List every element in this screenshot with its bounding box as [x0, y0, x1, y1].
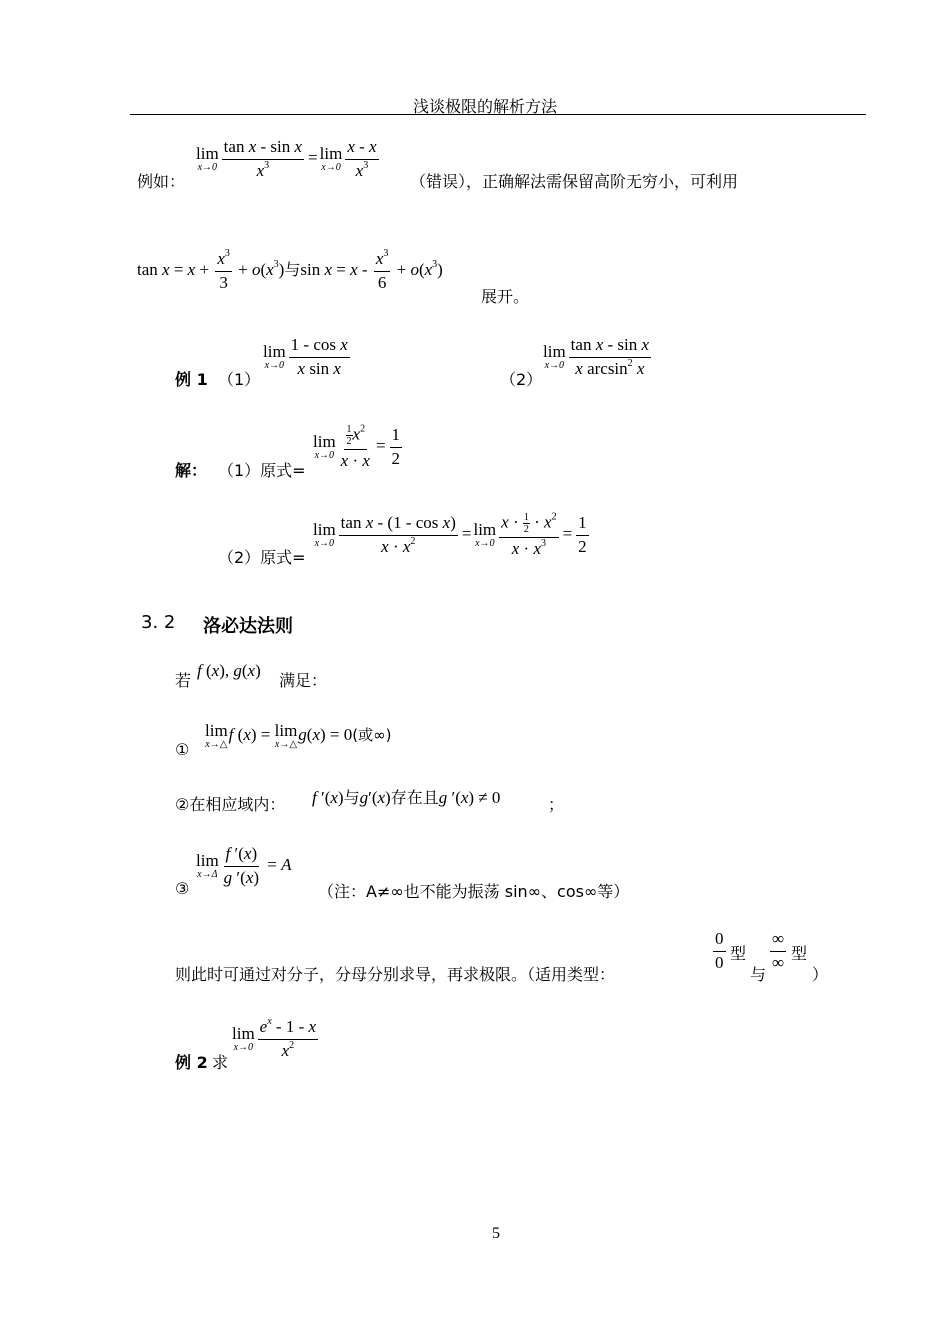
- header-divider: [130, 114, 866, 115]
- type-word-zero: 型: [730, 944, 747, 963]
- condition2-after: 存在且: [390, 788, 439, 807]
- example2-verb: 求: [212, 1053, 229, 1072]
- condition1-marker: ①: [175, 740, 190, 759]
- formula-rule-functions: f (x), g(x): [197, 661, 261, 680]
- type-close: ）: [812, 965, 829, 984]
- page-number: 5: [492, 1225, 500, 1242]
- formula-wrong-example: lim x→0 $\frac{\text{tan x - sin x}}{x^3}$ = lim x→0 $\frac{x - x}{x^3}$: [196, 137, 377, 180]
- formula-indeterminate-zero: $\frac{0}{0}$: [715, 929, 724, 972]
- section-title: 洛必达法则: [203, 616, 293, 637]
- formula-condition1: lim x→△ f (x) = lim x→△ g(x) = 0(或∞): [205, 721, 392, 750]
- solution-part1-prefix: （1）原式=: [218, 461, 306, 480]
- example2-label: 例 2: [175, 1053, 208, 1072]
- condition2-mid: 与: [343, 788, 360, 807]
- rule-intro-prefix: 若: [175, 671, 192, 690]
- condition1-tail: (或∞): [352, 725, 392, 744]
- formula-condition3: lim x→Δ $\frac{f '(x)}{g '(x)}$ = A: [196, 844, 292, 887]
- condition3-marker: ③: [175, 879, 190, 898]
- formula-condition2: f ′(x)与g′(x)存在且g ′(x) ≠ 0: [312, 788, 501, 807]
- type-and: 与: [750, 965, 767, 984]
- formula-example1-part2: lim x→0 $\frac{\text{tan x - sin x}}{x \arcsin^2 x}$: [543, 335, 650, 378]
- example1-part2-marker: （2）: [500, 370, 543, 389]
- example1-part1-marker: （1）: [218, 370, 261, 389]
- expansion-tail: 展开。: [481, 287, 530, 306]
- formula-example1-part1: lim x→0 $\frac{\text{1 - cos x}}{\text{x sin x}}$: [263, 335, 348, 378]
- page-header-title: 浅谈极限的解析方法: [413, 97, 558, 116]
- solution-part2-prefix: （2）原式=: [218, 548, 306, 567]
- rule-conclusion: 则此时可通过对分子，分母分别求导，再求极限。（适用类型：: [175, 965, 616, 984]
- example-intro-note: （错误），正确解法需保留高阶无穷小，可利用: [410, 172, 739, 191]
- example-intro-label: 例如：: [137, 172, 186, 191]
- formula-example2: lim x→0 $\frac{e^x - 1 - x}{x^2}$: [232, 1016, 317, 1060]
- formula-taylor-expansions: tan x = x + $\frac{x^3}{3}$ + $o(x^3)$与sin x = x - $\frac{x^3}{6}$ + $o(x^3)$: [137, 248, 443, 292]
- expansion-and-word: 与: [284, 260, 301, 280]
- formula-solution-part2: lim x→0 $\frac{\text{tan x - (1 - cos x)}}{x \cdot x^2}$ = lim x→0 x · $\frac{1}{2}$ · $x^2$ $x \cdot x^3$ = $\frac{1}{2}$: [313, 511, 587, 558]
- solution-label: 解：: [175, 461, 208, 480]
- formula-solution-part1: lim x→0 $\frac{1}{2}$ $x^2$ x · x = $\frac{1}{2}$: [313, 423, 401, 470]
- example1-label: 例 1: [175, 370, 208, 389]
- formula-indeterminate-infinity: $\frac{\infty}{\infty}$: [772, 929, 785, 972]
- condition2-prefix: ②在相应域内：: [175, 795, 286, 814]
- section-number: 3. 2: [141, 612, 176, 633]
- rule-intro-suffix: 满足：: [279, 671, 328, 690]
- condition2-end: ；: [548, 795, 565, 814]
- condition3-note: （注：A≠∞也不能为振荡 sin∞、cos∞等）: [318, 882, 630, 901]
- type-word-infinity: 型: [791, 944, 808, 963]
